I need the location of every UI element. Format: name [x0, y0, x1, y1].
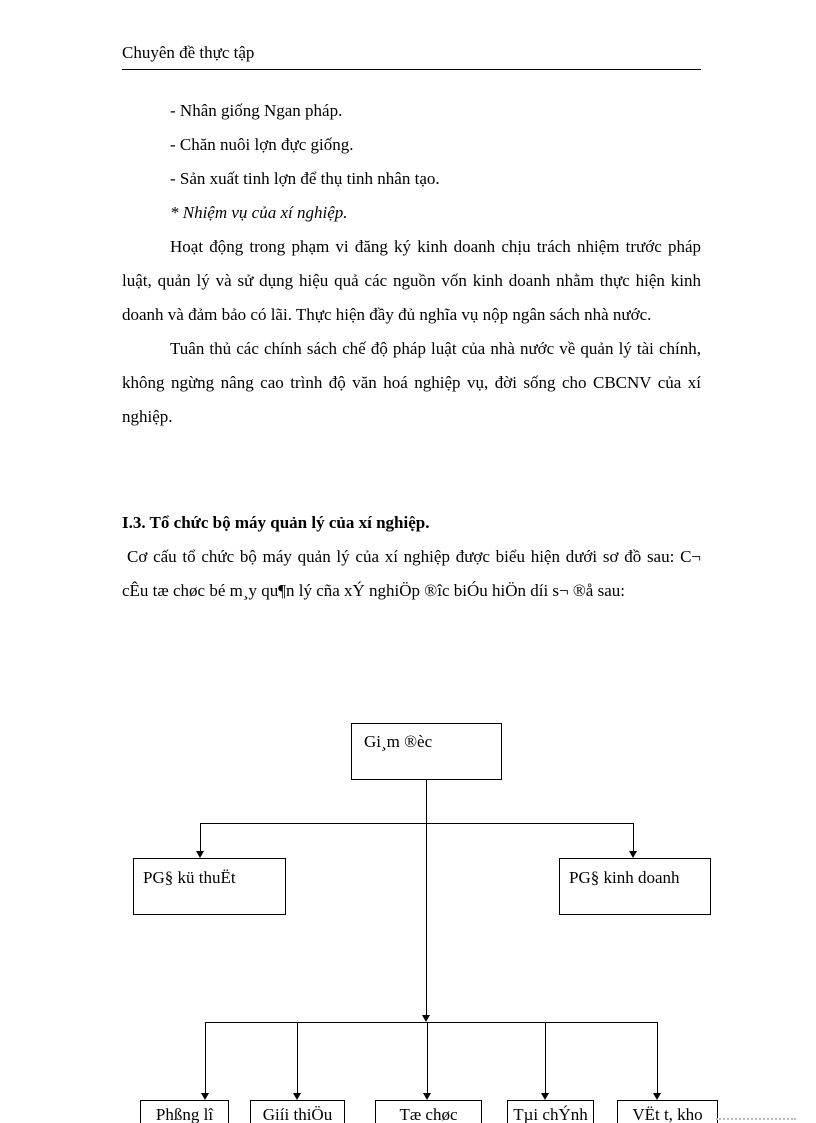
header-title: Chuyên đề thực tập — [122, 43, 255, 62]
connector-line — [657, 1022, 658, 1093]
org-box-label: Gi¸m ®èc — [364, 732, 433, 751]
list-item: - Chăn nuôi lợn đực giống. — [170, 135, 354, 154]
org-box-label: PG§ kü thuËt — [143, 868, 236, 887]
org-box-label: PG§ kinh doanh — [569, 868, 680, 887]
org-box-label: Tµi chÝnh — [513, 1105, 588, 1123]
connector-line — [426, 823, 427, 1015]
list-item: - Sản xuất tinh lợn để thụ tinh nhân tạo. — [170, 169, 440, 188]
org-box-department — [250, 1100, 345, 1123]
org-box-label: Giíi thiÖu — [262, 1105, 333, 1123]
connector-line — [297, 1022, 298, 1093]
arrow-down-icon — [629, 851, 637, 858]
paragraph: Tuân thủ các chính sách chế độ pháp luật của nhà nước về quản lý tài chính, không ngừng nâng cao trình độ văn hoá nghiệp vụ, đời sống cho CBCNV của xí nghiệp. — [122, 339, 701, 426]
page-edge-artifact — [716, 1118, 796, 1120]
org-chart — [0, 723, 816, 1123]
connector-line — [545, 1022, 546, 1093]
org-box-department — [140, 1100, 229, 1123]
connector-line — [200, 823, 634, 824]
connector-line — [205, 1022, 206, 1093]
connector-line — [633, 823, 634, 851]
org-box-deputy-technical — [133, 858, 286, 915]
arrow-down-icon — [653, 1093, 661, 1100]
arrow-down-icon — [196, 851, 204, 858]
org-box-label: VËt t, kho — [632, 1105, 703, 1123]
org-box-department — [375, 1100, 482, 1123]
org-box-label: Phßng lî — [155, 1105, 214, 1123]
arrow-down-icon — [422, 1015, 430, 1022]
document-body — [122, 94, 701, 608]
page-header — [122, 42, 701, 70]
connector-line — [200, 823, 201, 851]
org-box-label: Tæ chøc — [399, 1105, 458, 1123]
connector-line — [427, 1022, 428, 1093]
org-box-director — [351, 723, 502, 780]
org-box-department — [617, 1100, 718, 1123]
connector-line — [205, 1022, 657, 1023]
bullet-list — [170, 94, 701, 230]
arrow-down-icon — [541, 1093, 549, 1100]
paragraph: Hoạt động trong phạm vi đăng ký kinh doanh chịu trách nhiệm trước pháp luật, quản lý và sử dụng hiệu quả các nguồn vốn kinh doanh nhằm thực hiện kinh doanh và đảm bảo có lãi. Thực hiện đầy đủ nghĩa vụ nộp ngân sách nhà nước. — [122, 237, 701, 324]
list-item: - Nhân giống Ngan pháp. — [170, 101, 343, 120]
arrow-down-icon — [293, 1093, 301, 1100]
paragraph: Cơ cấu tổ chức bộ máy quản lý của xí nghiệp được biểu hiện dưới sơ đồ sau: C¬ cÊu tæ chøc bé m¸y qu¶n lý cña xÝ nghiÖp ®îc biÓu hiÖn díi s¬ ®å sau: — [122, 547, 701, 600]
arrow-down-icon — [201, 1093, 209, 1100]
connector-line — [426, 780, 427, 823]
arrow-down-icon — [423, 1093, 431, 1100]
list-item-note: * Nhiệm vụ của xí nghiệp. — [170, 203, 348, 222]
section-heading: I.3. Tổ chức bộ máy quản lý của xí nghiệp. — [122, 513, 430, 532]
org-box-department — [507, 1100, 594, 1123]
org-box-deputy-business — [559, 858, 711, 915]
